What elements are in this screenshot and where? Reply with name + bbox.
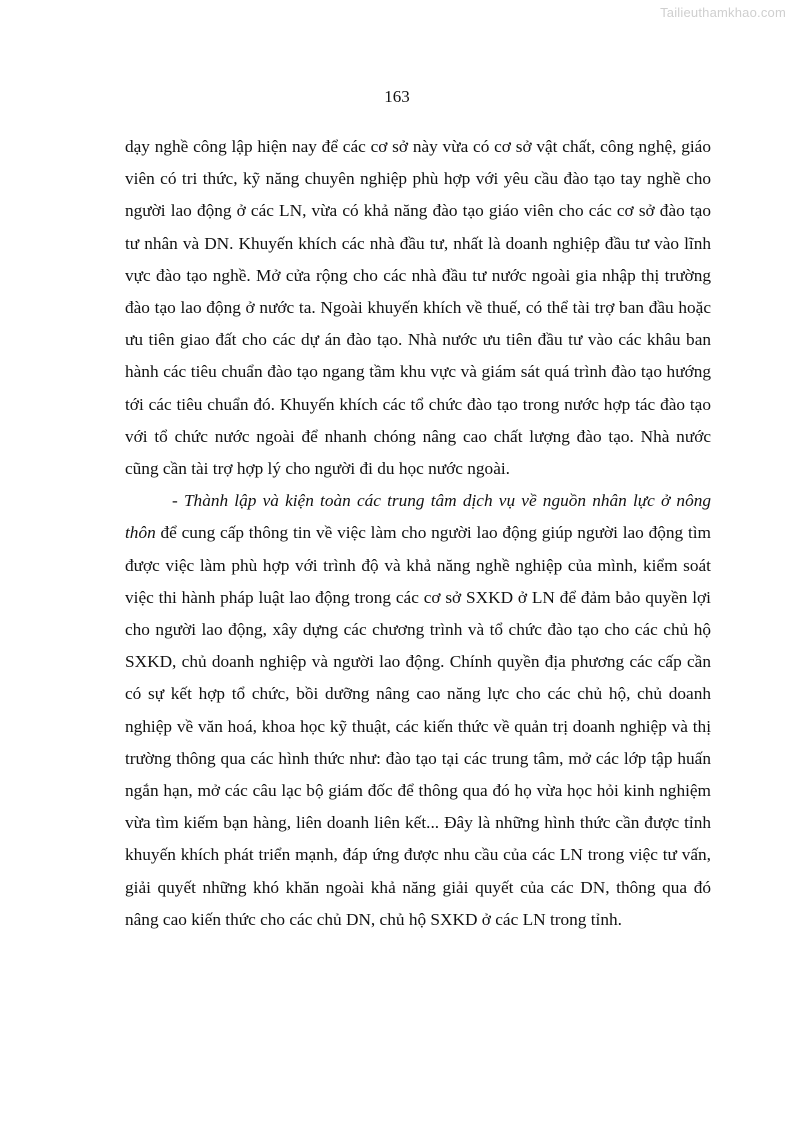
paragraph-2-text: để cung cấp thông tin về việc làm cho người lao động giúp người lao động tìm được việc làm phù hợp với trình độ và khả năng nghề nghiệp của mình, kiểm soát việc thi hành pháp luật lao động trong các cơ sở SXKD ở LN để đảm bảo quyền lợi cho người lao động, xây dựng các chương trình và tổ chức đào tạo cho các chủ hộ SXKD, chủ doanh nghiệp và người lao động. Chính quyền địa phương các cấp cần có sự kết hợp tổ chức, bồi dưỡng nâng cao năng lực cho các chủ hộ, chủ doanh nghiệp về văn hoá, khoa học kỹ thuật, các kiến thức về quản trị doanh nghiệp và thị trường thông qua các hình thức như: đào tạo tại các trung tâm, mở các lớp tập huấn ngắn hạn, mở các câu lạc bộ giám đốc để thông qua đó họ vừa học hỏi kinh nghiệm vừa tìm kiếm bạn hàng, liên doanh liên kết... Đây là những hình thức cần được tỉnh khuyến khích phát triển mạnh, đáp ứng được nhu cầu của các LN trong việc tư vấn, giải quyết những khó khăn ngoài khả năng giải quyết của các DN, thông qua đó nâng cao kiến thức cho các chủ DN, chủ hộ SXKD ở các LN trong tỉnh.	[125, 523, 711, 929]
watermark: Tailieuthamkhao.com	[660, 5, 786, 20]
paragraph-2-italic-lead: - Thành lập và kiện toàn các trung tâm dịch vụ về nguồn nhân lực ở nông thôn	[125, 491, 711, 543]
page-number: 163	[384, 87, 410, 106]
paragraph-1: dạy nghề công lập hiện nay để các cơ sở này vừa có cơ sở vật chất, công nghệ, giáo viên có tri thức, kỹ năng chuyên nghiệp phù hợp với yêu cầu đào tạo tay nghề cho người lao động ở các LN, vừa có khả năng đào tạo giáo viên cho các cơ sở đào tạo tư nhân và DN. Khuyến khích các nhà đầu tư, nhất là doanh nghiệp đầu tư vào lĩnh vực đào tạo nghề. Mở cửa rộng cho các nhà đầu tư nước ngoài gia nhập thị trường đào tạo lao động ở nước ta. Ngoài khuyến khích về thuế, có thể tài trợ ban đầu hoặc ưu tiên giao đất cho các dự án đào tạo. Nhà nước ưu tiên đầu tư vào các khâu ban hành các tiêu chuẩn đào tạo ngang tầm khu vực và giám sát quá trình đào tạo hướng tới các tiêu chuẩn đó. Khuyến khích các tổ chức đào tạo trong nước hợp tác đào tạo với tổ chức nước ngoài để nhanh chóng nâng cao chất lượng đào tạo. Nhà nước cũng cần tài trợ hợp lý cho người đi du học nước ngoài.	[125, 137, 711, 479]
paragraph-2	[125, 485, 711, 936]
page-body	[125, 131, 711, 936]
